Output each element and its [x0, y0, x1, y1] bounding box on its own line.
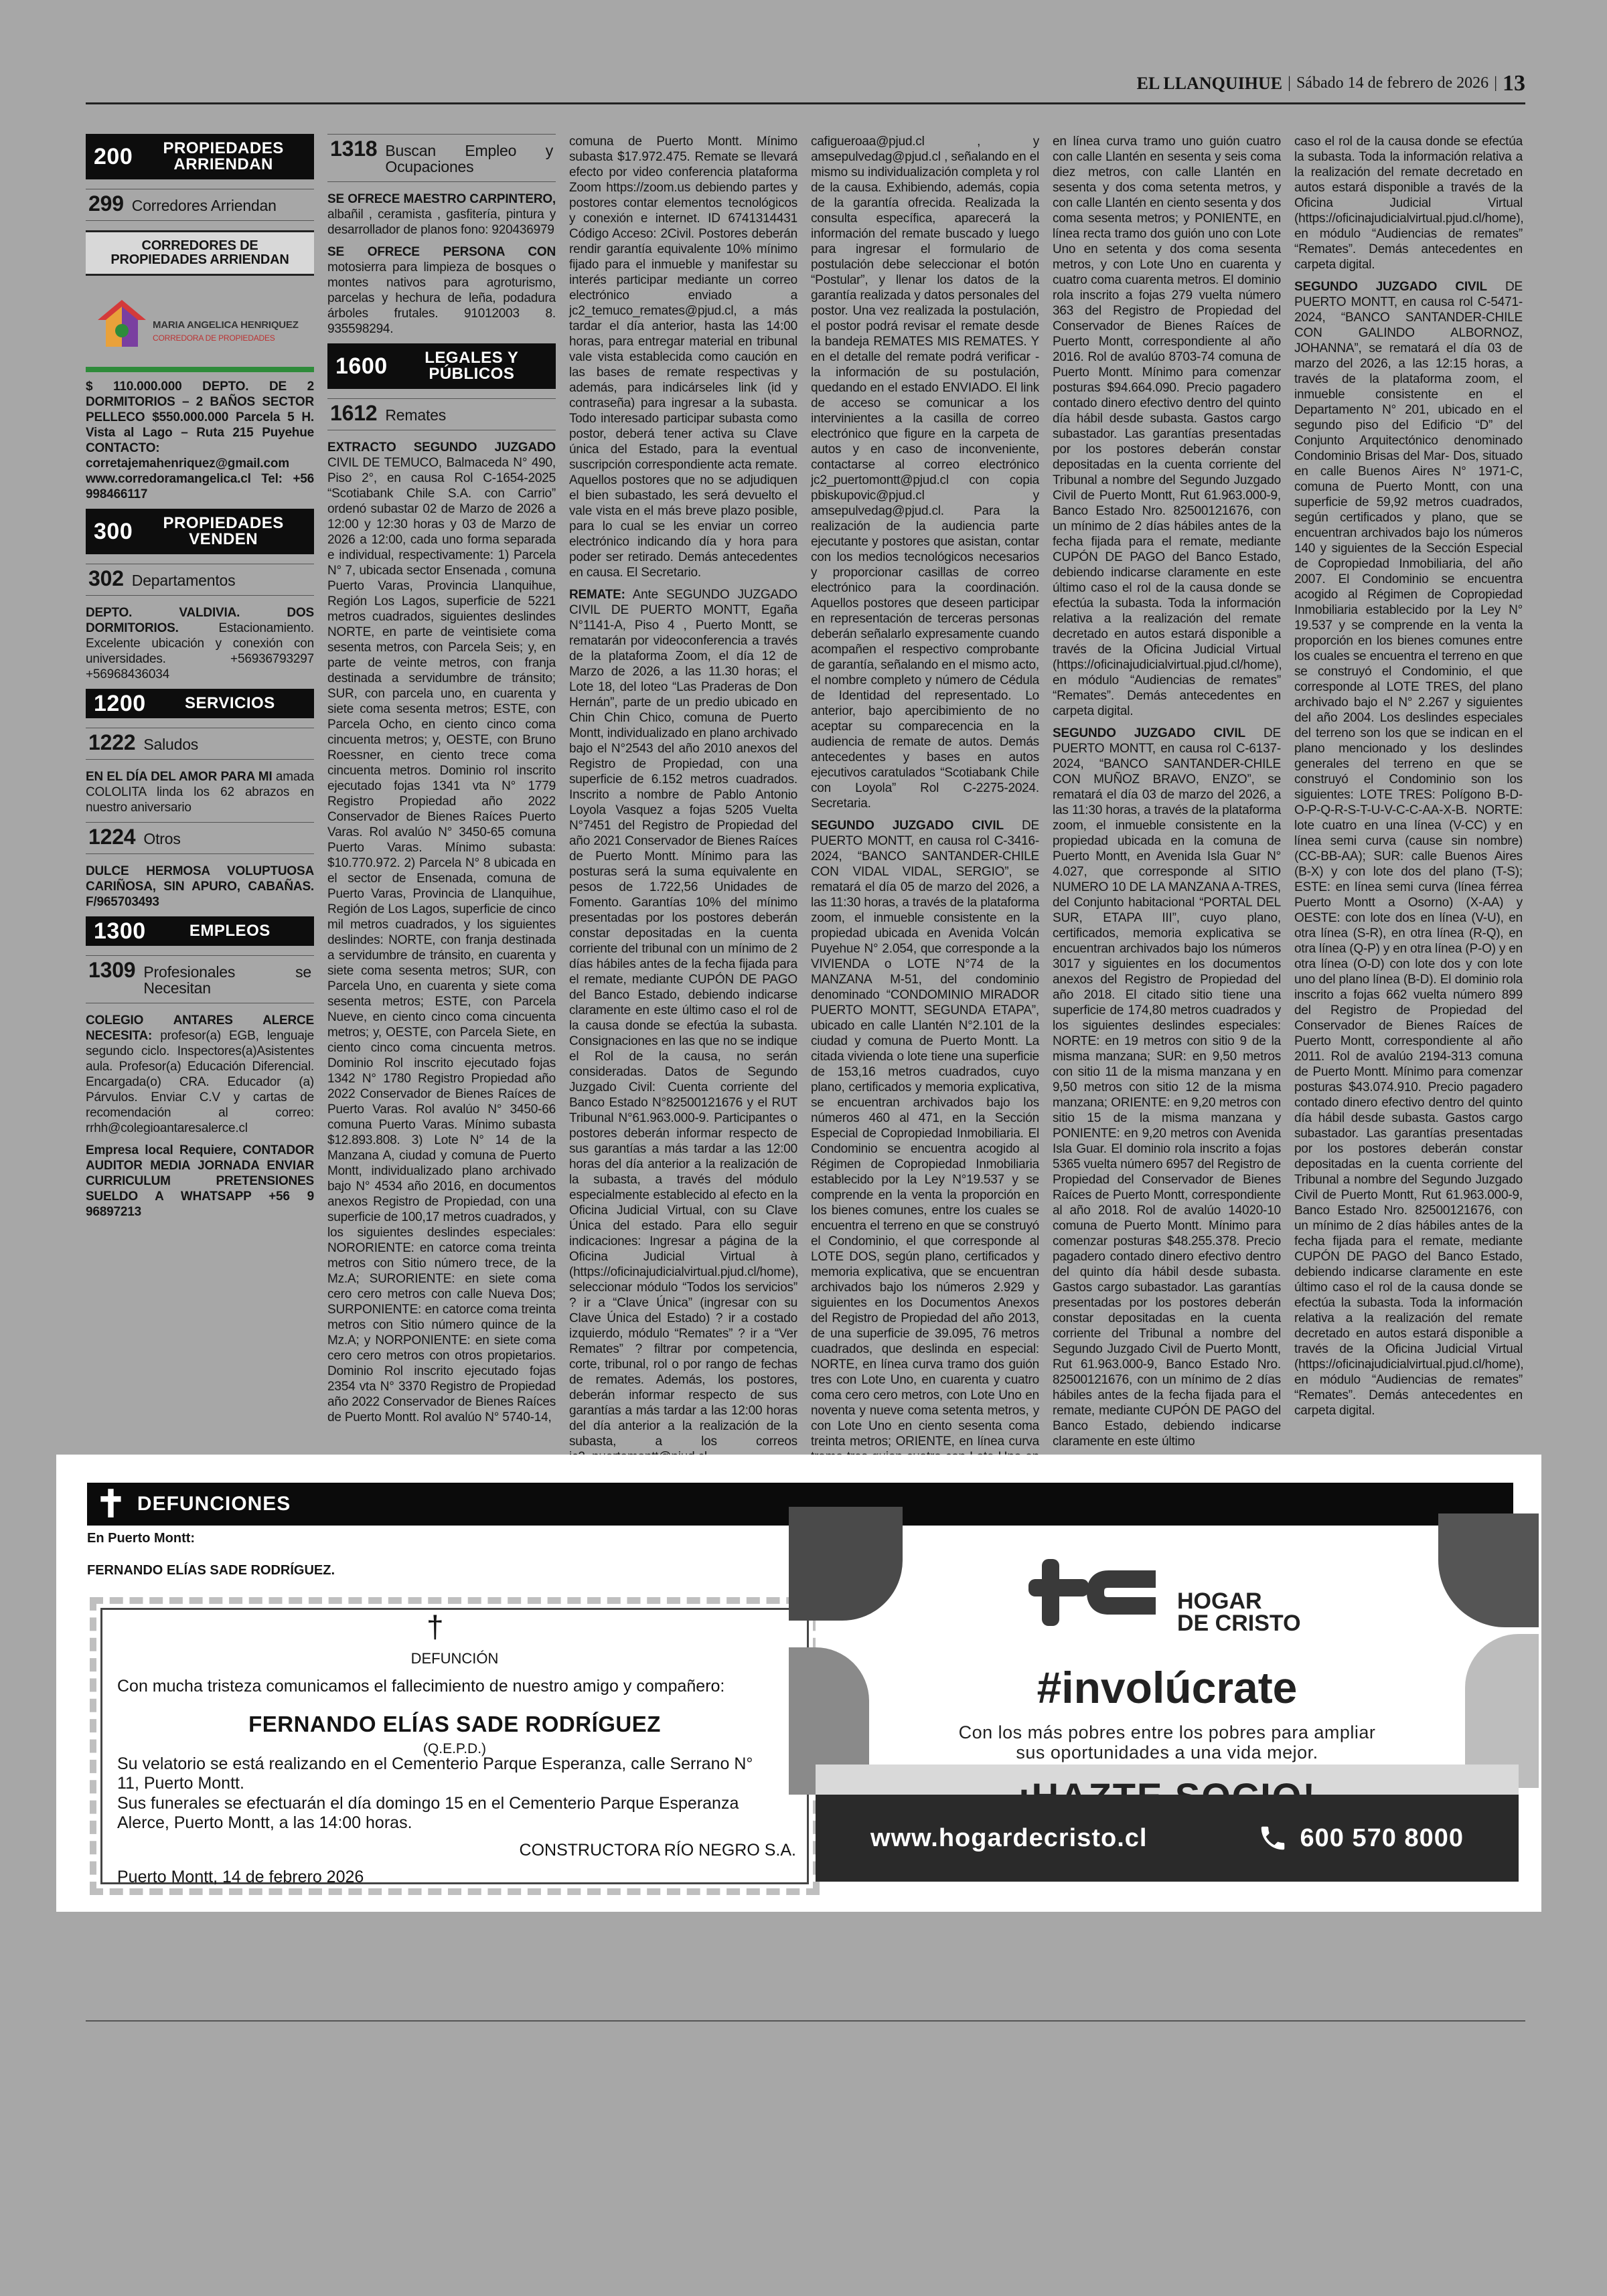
category-label: PROPIEDADES VENDEN [163, 514, 284, 548]
classified-ad [86, 1013, 314, 1136]
ad-brand [1177, 1590, 1301, 1635]
notice-wake-info: Su velatorio se está realizando en el Cementerio Parque Esperanza, calle Serrano N° 11, Puerto Montt. [117, 1754, 753, 1793]
obituaries-title: DEFUNCIONES [137, 1493, 291, 1515]
category-label: EMPLEOS [189, 922, 271, 940]
category-number: 200 [94, 143, 133, 169]
obituaries-section [56, 1455, 1541, 1912]
page-number: 13 [1503, 70, 1525, 96]
subcategory-number: 1318 [330, 137, 378, 161]
corredores-banner: CORREDORES DE PROPIEDADES ARRIENDAN [86, 230, 314, 276]
subcategory-label: Saludos [143, 736, 199, 753]
cross-icon: ✝ [95, 1483, 127, 1525]
ad-url: www.hogardecristo.cl [870, 1823, 1148, 1852]
decorative-shape [1438, 1513, 1539, 1627]
subcategory-number: 1612 [330, 401, 378, 425]
subcategory [86, 955, 314, 1003]
phone-icon [1257, 1823, 1288, 1854]
classified-ad: $ 110.000.000 DEPTO. DE 2 DORMITORIOS – 2 BAÑOS SECTOR PELLECO $550.000.000 Parcela 5 H. Vista al Lago – Ruta 215 Puyehue CONTACTO: corretajemahenriquez@gmail.com www.corredoramangelica.cl Tel: +56 998466117 [86, 380, 314, 501]
page-header [86, 64, 1525, 104]
classified-ad [86, 605, 314, 682]
subcategory-label: Corredores Arriendan [131, 197, 277, 214]
column-5 [1053, 134, 1281, 1466]
classified-ad [327, 244, 556, 337]
obituary-location: En Puerto Montt: [87, 1531, 196, 1546]
legal-notice [1053, 726, 1281, 1449]
subcategory [86, 822, 314, 854]
column-1 [86, 134, 314, 1466]
subcategory [327, 134, 556, 182]
notice-signer: CONSTRUCTORA RÍO NEGRO S.A. [519, 1841, 796, 1860]
notice-body: DE PUERTO MONTT, en causa rol C-3416-2024, “BANCO SANTANDER-CHILE CON VIDAL VIDAL, SERGIO”, se rematará el día 05 de marzo del 2026, a las 11:30 horas, a través de la plataforma zoom, el inmueble consistente en la propiedad ubicada en Avenida Volcán Puyehue N° 2.054, que corresponde a la VIVIENDA o LOTE N°74 de la MANZANA M-51, del condominio denominado “CONDOMINIO MIRADOR PUERTO MONTT, SEGUNDA ETAPA”, ubicado en calle Llantén N°2.101 de la ciudad y comuna de Puerto Montt. La citada vivienda o lote tiene una superficie de 153,16 metros cuadrados, cuyo plano, certificados y memoria explicativa, se encuentran archivados bajo los números 460 al 471, en la Sección Especial de Copropiedad Inmobiliaria. El Condominio se encuentra acogido al Régimen de Copropiedad Inmobiliaria establecido por la Ley N°19.537 y se comprende en la venta la proporción en los bienes comunes, entre los cuales se encuentra el terreno en que se construyó el Condominio, el que corresponde al LOTE DOS, según plano, certificados y memoria explicativa, que se encuentran archivados bajo los números 2.929 y siguientes en los Documentos Anexos del Registro de Propiedad del año 2013, de una superficie de 39.095, 76 metros cuadrados, que deslinda en especial: NORTE, en línea curva tramo dos guión tres con Lote Uno, en cuarenta y cuatro coma cero cero metros, con Lote Uno en noventa y nueve coma setenta metros, y con Lote Uno en ciento sesenta coma treinta metros; ORIENTE, en línea curva [811, 819, 1039, 1449]
notice-headline: SEGUNDO JUZGADO CIVIL [1053, 726, 1245, 740]
classifieds-columns [86, 134, 1525, 1466]
subcategory-label: Departamentos [131, 572, 236, 589]
notice-person: FERNANDO ELÍAS SADE RODRÍGUEZ [248, 1712, 661, 1736]
classified-ad [86, 769, 314, 815]
column-2 [327, 134, 556, 1466]
cross-icon: † [427, 1609, 444, 1644]
legal-notice [811, 818, 1039, 1495]
realtor-name: MARIA ANGELICA HENRIQUEZ [153, 319, 299, 331]
death-notice [90, 1597, 820, 1895]
legal-notice-continued: caso el rol de la causa donde se efectúa la subasta. Toda la información relativa a la realización del remate decretado en autos estará disponible a través de la Oficina Judicial Virtual (https://oficinajudicialvirtual.pjud.cl/home), en módulo “Audiencias de remates” “Remates”. Demás antecedentes en carpeta digital. [1294, 135, 1524, 272]
legal-notice [327, 440, 556, 1425]
subcategory-label: Remates [385, 406, 447, 424]
category-header [86, 689, 314, 718]
decorative-shape [789, 1507, 903, 1621]
subcategory-label: Otros [143, 830, 181, 847]
category-number: 1200 [94, 690, 146, 716]
classified-ad [327, 191, 556, 238]
ad-hashtag: #involúcrate [1037, 1663, 1298, 1712]
category-header [86, 509, 314, 554]
ad-headline: EN EL DÍA DEL AMOR PARA MI [86, 770, 273, 784]
notice-date: Puerto Montt, 14 de febrero 2026 [117, 1868, 364, 1886]
header-separator: | [1494, 74, 1497, 92]
subcategory [327, 398, 556, 430]
notice-heading: DEFUNCIÓN [410, 1650, 499, 1667]
category-number: 1300 [94, 918, 146, 944]
legal-notice [1294, 279, 1523, 1418]
subcategory-number: 1309 [88, 958, 136, 982]
subcategory [86, 564, 314, 596]
realtor-logo [86, 285, 314, 372]
ad-subtitle-line1: Con los más pobres entre los pobres para ampliar [958, 1722, 1376, 1742]
column-6 [1294, 134, 1523, 1466]
header-separator: | [1288, 74, 1291, 92]
page-bottom-rule [86, 2020, 1525, 2022]
notice-funeral-info: Sus funerales se efectuarán el día domingo 15 en el Cementerio Parque Esperanza Alerce, Puerto Montt, a las 14:00 horas. [117, 1794, 739, 1832]
ad-body: Estacionamiento. Excelente ubicación y conexión con universidades. +56936793297 +56968436034 [86, 621, 314, 681]
legal-notice-continued: en línea curva tramo uno guión cuatro con calle Llantén en sesenta y seis coma diez metros, con calle Llantén en sesenta y dos coma setenta metros, y con calle Llantén en ciento sesenta y dos coma sesenta metros; y PONIENTE, en línea recta tramo dos guión uno con Lote Uno en setenta y dos coma sesenta metros, y con Lote Uno en cuarenta y cuatro coma cuarenta metros. El dominio rola inscrito a fojas 279 vuelta número 363 del Registro de Propiedad del Conservador de Bienes Raíces de Puerto Montt, correspondiente al año 2016. Rol de avalúo 8703-74 comuna de Puerto Montt. Mínimo para comenzar posturas $94.664.090. Precio pagadero contado dinero efectivo dentro del quinto día hábil desde subasta. Gastos cargo subastador. Las garantías presentadas por los postores deberán constar depositadas en la cuenta corriente del Tribunal a nombre del Segundo Juzgado Civil de Puerto Montt, Rut 61.963.000-9, Banco Estado Nro. 82500121676, con un mínimo de 2 días hábiles antes de la fecha fijada para el remate, mediante CUPÓN DE PAGO del Banco Estado, debiendo indicarse claramente en este último caso el rol de la causa donde se efectúa la subasta. Toda la información relativa a la realización del remate decretado en autos estará disponible a través de la Oficina Judicial Virtual (https://oficinajudicialvirtual.pjud.cl/home), en módulo “Audiencias de remates” “Remates”. Demás antecedentes en carpeta digital. [1053, 135, 1282, 718]
classified-ad: DULCE HERMOSA VOLUPTUOSA CARIÑOSA, SIN APURO, CABAÑAS. F/965703493 [86, 864, 314, 909]
notice-headline: REMATE: [569, 588, 625, 602]
ad-body: albañil , ceramista , gasfitería, pintura y desarrollador de planos fono: 920436979 [327, 208, 556, 237]
category-header [86, 916, 314, 946]
subcategory-number: 299 [88, 191, 124, 216]
ad-phone-group [1257, 1823, 1464, 1854]
obituary-deceased-name: FERNANDO ELÍAS SADE RODRÍGUEZ. [87, 1563, 335, 1578]
subcategory-number: 1222 [88, 730, 136, 754]
notice-body: CIVIL DE TEMUCO, Balmaceda N° 490, Piso 2°, en causa Rol C-1654-2025 “Scotiabank Chile S.A. con Carrio” ordenó subastar 02 de Marzo de 2026 a 12:00 y 12:30 horas y 03 de Marzo de 2026 a 12:00, cada uno forma separada e individual, respectivamente: 1) Parcela N° 7, ubicada sector Ensenada , comuna Puerto Varas, Provincia Llanquihue, Región Los Lagos, superficie de 5221 metros cuadrados, siguientes deslindes NORTE, en parte de veintisiete coma sesenta metros, con Parcela Seis; y, en parte de veinte metros, con franja destinada a servidumbre de tránsito; SUR, con parcela uno, en cuarenta y siete coma sesenta metros; ESTE, con Parcela Ocho, en ciento cinco coma cincuenta metros; y, OESTE, con Bruno Roessner, en ciento trece coma cincuenta metros. Dominio rol inscrito ejecutado fojas 1341 vta N° 1779 Registro Propiedad año 2022 Conservador de Bienes Raíces Puerto Varas. Rol avalúo N° 3450-65 comuna Puerto Varas. Mínimo subasta: $10.770.972. 2) Parcela N° 8 ubicada en el sector de Ensenada, comuna de Puerto Varas, Provincia de Llanquihue, Región de Los Lagos, superficie de cinco mil metros cuadrados, y los siguientes deslindes: NORTE, con franja destinada a servidumbre de tránsito, en cuarenta y siete coma sesenta metros; SUR, con Parcela Uno, en cuarenta y siete coma sesenta metros; ESTE, con Parcela Nueve, en ciento cinco coma cincuenta metros; y, OESTE, con Parcela Siete, en ciento cinco coma cincuenta metros. Dominio Rol inscrito ejecutado fojas 1342 N° 1780 Registro Propiedad año 2022 Conservador de Bienes Raíces de Puerto Varas. Rol avalúo N° 3450-66 comuna Puerto Varas. Mínimo subasta $12.893.808. 3) Lote N° 14 de la Manzana A, ciudad y comuna de Puerto Montt, individualizado plano archivado bajo N° 4534 año 2016, en documentos anexos Registro de Propiedad, con una superficie de 100,17 metros cuadrados, y los siguientes deslindes especiales: NORORIENTE: en catorce coma treinta metros con Sitio número trece, de la Mz.A; SURORIENTE: en siete coma cero cero metros con calle Nueva Dos; SURPONIENTE: en catorce coma treinta metros con Sitio número quince de la Mz.A; y NORPONIENTE: en siete coma cero cero metros con otros propietarios. Dominio Rol inscrito ejecutado fojas 2354 vta N° 3370 Registro de Propiedad año 2022 Conservador de Bienes Raíces de Puerto Montt. Rol avalúo N° 5740-14, [327, 456, 556, 1424]
notice-body: Ante SEGUNDO JUZGADO CIVIL DE PUERTO MONTT, Egaña N°1141-A, Piso 4 , Puerto Montt, se rematarán por videoconferencia a través de la plataforma Zoom, el día 12 de Marzo de 2026, a las 11.30 horas; el Lote 18, del loteo “Las Praderas de Don Hernán”, parte de un predio ubicado en Chin Chin Chico, comuna de Puerto Montt, individualizado en plano archivado bajo el N°2543 del año 2010 anexos del Registro de Propiedad, con una superficie de 6.152 metros cuadrados. Inscrito a nombre de Pablo Antonio Loyola Vasquez a fojas 5205 Vuelta N°7451 del Registro de Propiedad del año 2021 Conservador de Bienes Raíces de Puerto Montt. Mínimo para las posturas será la suma equivalente en pesos de 1.722,56 Unidades de Fomento. Garantías 10% del mínimo presentadas por los postores deberán constar depositadas en la cuenta corriente del tribunal con un mínimo de 2 días hábiles antes de la fecha fijada para el remate, mediante CUPÓN DE PAGO del Banco Estado, debiendo indicarse claramente en este último caso el rol de la causa donde se efectúa la subasta. Consignaciones en las que no se indique el Rol de la causa, no serán consideradas. Datos de Segundo Juzgado Civil: Cuenta corriente del Banco Estado N°82500121676 y el RUT Tribunal N°61.963.000-9. Participantes o postores deberán informar respecto de sus garantías a más tardar a las 12:00 horas del día anterior a la realización de la subasta, a través del módulo especialmente establecido al efecto en la Oficina Judicial Virtual, con su Clave Única del estado. Para ello seguir indicaciones: Ingresar a página de la Oficina Judicial Virtual à (https://oficinajudicialvirtual.pjud.cl/home), seleccionar módulo “Todos los servicios” ? ir a “Clave Única” (ingresar con su Clave Única del Estado) ? ir a costado izquierdo, módulo “Remates” ? ir a “Ver Remates” ? filtrar por competencia, corte, tribunal, rol o por rango de fechas de remates. Además, los postores, deberán informar respecto de sus garantías a más tardar a las 12:00 horas del día anterior a la realización de la subasta, a los correos [569, 588, 799, 1449]
ad-body: motosierra para limpieza de bosques o montes nativos para agroturismo, parcelas y hechura de leña, podadura árboles frutales. 91012003 8. 935598294. [327, 260, 556, 336]
notice-qepd: (Q.E.P.D.) [423, 1741, 487, 1756]
ad-body: profesor(a) EGB, lenguaje segundo ciclo. Inspectores(a)Asistentes aula. Profesor(a) Educación Diferencial. Encargada(o) CRA. Educador (a) Párvulos. Enviar C.V y cartas de recomendación al correo: rrhh@colegioantaresalerce.cl [86, 1029, 314, 1135]
ad-headline: DEPTO. VALDIVIA. DOS DORMITORIOS. [86, 606, 314, 635]
category-label: SERVICIOS [184, 694, 275, 712]
hogar-de-cristo-ad [816, 1534, 1519, 1882]
ad-headline: SE OFRECE PERSONA CON [327, 245, 556, 259]
ad-top-area [816, 1534, 1519, 1775]
subcategory-number: 302 [88, 566, 124, 590]
notice-headline: EXTRACTO SEGUNDO JUZGADO [327, 440, 556, 455]
subcategory [86, 189, 314, 221]
ad-headline: COLEGIO ANTARES ALERCE NECESITA: [86, 1013, 314, 1043]
category-header [327, 343, 556, 389]
category-label: LEGALES Y PÚBLICOS [425, 349, 519, 383]
header-date: Sábado 14 de febrero de 2026 [1296, 74, 1489, 92]
ad-brand-line2: DE CRISTO [1177, 1611, 1301, 1636]
ad-contact-bar [816, 1795, 1519, 1882]
subcategory-label: Profesionales se Necesitan [143, 963, 311, 997]
subcategory [86, 728, 314, 760]
house-logo-icon [95, 297, 149, 351]
column-4 [811, 134, 1039, 1466]
death-notice-frame [100, 1608, 809, 1884]
newspaper-name: EL LLANQUIHUE [1136, 73, 1283, 93]
notice-headline: SEGUNDO JUZGADO CIVIL [811, 819, 1004, 833]
notice-intro: Con mucha tristeza comunicamos el fallecimiento de nuestro amigo y compañero: [117, 1677, 725, 1696]
hogar-de-cristo-logo-icon [1028, 1552, 1162, 1633]
ad-phone: 600 570 8000 [1300, 1823, 1464, 1852]
legal-notice-continued: cafigueroaa@pjud.cl , y amsepulvedag@pjud.cl , señalando en el mismo su individualización completa y rol de la causa. Exhibiendo, además, copia de la garantía ofrecida. Realizada la consulta específica, aparecerá la información del remate buscado y luego para ingresar el formulario de postulación debe seleccionar el botón “Postular”, y llenar los datos de la garantía realizada y datos personales del postor. Una vez realizada la postulación, el postor podrá revisar el remate desde la bandeja REMATES MIS REMATES. Y en el detalle del remate podrá verificar - la información de su postulación, quedando en el estado ENVIADO. El link de acceso se comunicar a los intervinientes a la casilla de correo electrónico que figure en la carpeta de autos y en caso de inconveniente, contactarse al correo electrónico jc2_puertomontt@pjud.cl con copia pbiskupovic@pjud.cl y amsepulvedag@pjud.cl. Para la realización de la audiencia parte ejecutante y postores que asistan, contar con los medios tecnológicos necesarios y proporcionar casillas de correo electrónico para la coordinación. Aquellos postores que deseen participar en representación de terceras personas deberán señalarlo expresamente cuando acompañen el respectivo comprobante de garantía, señalando en el mismo acto, el nombre completo y número de Cédula de Identidad del representado. Lo anterior, bajo apercibimiento de no aceptar su comparecencia en la audiencia de remate de autos. Demás antecedentes y bases en autos ejecutivos caratulados “Scotiabank Chile con Loyola” Rol C-2275-2024. Secretaria. [811, 135, 1039, 811]
ad-brand-line1: HOGAR [1177, 1588, 1262, 1614]
legal-notice [569, 587, 797, 1480]
realtor-subtitle: CORREDORA DE PROPIEDADES [153, 333, 275, 343]
ad-headline: SE OFRECE MAESTRO CARPINTERO, [327, 192, 556, 206]
column-3 [569, 134, 797, 1466]
ad-subtitle [816, 1722, 1519, 1762]
legal-notice-continued: comuna de Puerto Montt. Mínimo subasta $17.972.475. Remate se llevará efecto por video conferencia plataforma Zoom https://zoom.us debiendo partes y postores contar elementos tecnológicos y conexión e internet. ID 6741314431 Código Acceso: 2Civil. Postores deberán rendir garantía equivalente 10% mínimo fijado para el inmueble y manifestar su interés participar mediante un correo electrónico enviado a jc2_temuco_remates@pjud.cl, a más tardar el día anterior, hasta las 14:00 horas, para entregar material en tribunal vale vista establecida como caución en las bases de remate respectivas y además, para indicárseles link (id y contraseña) para ingresar a la subasta. Todo interesado participar subasta como postor, deberá tener activa su Clave única del Estado, para la eventual suscripción correspondiente acta remate. Aquellos postores que no se adjudiquen el bien subastado, les será devuelto el vale vista en el más breve plazo posible, para lo cual se les enviar un correo electrónico indicando día y hora para poder ser retirado. Demás antecedentes en causa. El Secretario. [569, 135, 797, 580]
subcategory-label: Buscan Empleo y Ocupaciones [385, 142, 553, 175]
category-number: 1600 [335, 353, 388, 379]
classified-ad: Empresa local Requiere, CONTADOR AUDITOR MEDIA JORNADA ENVIAR CURRICULUM PRETENSIONES SUELDO A WHATSAPP +56 9 96897213 [86, 1143, 314, 1219]
notice-headline: SEGUNDO JUZGADO CIVIL [1294, 280, 1487, 294]
category-header [86, 134, 314, 179]
ad-subtitle-line2: sus oportunidades a una vida mejor. [1016, 1742, 1318, 1762]
category-label: PROPIEDADES ARRIENDAN [163, 139, 284, 173]
subcategory-number: 1224 [88, 825, 136, 849]
ad-body: amada COLOLITA linda los 62 abrazos en nuestro aniversario [86, 770, 314, 815]
category-number: 300 [94, 518, 133, 544]
notice-body: DE PUERTO MONTT, en causa rol C-5471-2024, “BANCO SANTANDER-CHILE CON GALINDO ALBORNOZ, JOHANNA”, se rematará el día 03 de marzo del 2026, a las 12:15 horas, a través de la plataforma zoom, el inmueble consistente en el Departamento N° 201, ubicado en el segundo piso del Edificio “D” del Conjunto Arquitectónico denominado Condominio Brisas del Mar- Dos, situado en calle Buenos Aires N° 1971-C, comuna de Puerto Montt, con una superficie de 59,92 metros cuadrados, según certificados y plano, que se encuentran archivados bajo los números 140 y siguientes de la Sección Especial de Copropiedad Inmobiliaria, del año 2007. El Condominio se encuentra acogido al Régimen de Copropiedad Inmobiliaria establecido por la Ley N° 19.537 y se comprende en la venta la proporción en los bienes comunes entre los cuales se encuentra el terreno en que se construyó el Condominio, el que corresponde al LOTE TRES, del plano archivado bajo el N° 2.267 y siguientes del año 2004. Los deslindes especiales del terreno son los que se indican en el plano mencionado y los deslindes generales del terreno en que se construyó el Condominio son los siguientes: LOTE TRES: Polígono B-D-O-P-Q-R-S-T-U-V-C-C-AA-X-B. NORTE: lote cuatro en una línea (V-CC) y en línea semi curva (cause sin nombre) (CC-BB-AA); SUR: calle Buenos Aires (B-X) y con lote dos del plano (T-S); ESTE: en línea semi curva (línea férrea Puerto Montt a Osorno) (X-AA) y OESTE: con lote dos en línea (V-U), en otra línea (S-R), en otra línea (R-Q), en otra línea (Q-P) y en otra línea (P-O) y en otra línea (O-D) con lote dos y con lote uno del plano línea (B-D). El dominio rola inscrito a fojas 662 vuelta número 899 del Registro de Propiedad del Conservador de Bienes Raíces de Puerto Montt, correspondiente al año 2011. Rol de avalúo 2194-313 comuna de Puerto Montt. Mínimo para comenzar posturas $43.074.910. Precio pagadero contado dinero efectivo dentro del quinto día hábil desde subasta. Gastos cargo subastador. Las garantías presentadas por los postores deberán constar depositadas en la cuenta corriente del Tribunal a nombre del Segundo Juzgado Civil de Puerto Montt, Rut 61.963.000-9, Banco Estado Nro. 82500121676, con un mínimo de 2 días hábiles antes de la fecha fijada para el remate, mediante CUPÓN DE PAGO del Banco Estado, debiendo indicarse claramente en este último caso el rol de la causa donde se efectúa la subasta. Toda la información relativa a la realización del remate decretado en autos estará disponible a través de la Oficina Judicial Virtual (https://oficinajudicialvirtual.pjud.cl/home), en módulo “Audiencias de remates” “Remates”. Demás antecedentes en carpeta digital. [1294, 280, 1524, 1418]
notice-body: DE PUERTO MONTT, en causa rol C-6137-2024, “BANCO SANTANDER-CHILE CON MUÑOZ BRAVO, ENZO”, se rematará el día 03 de marzo del 2026, a las 11:30 horas, a través de la plataforma zoom, el inmueble consistente en la propiedad ubicada en la comuna de Puerto Montt, en Avenida Isla Guar N° 4.027, que corresponde al SITIO NUMERO 10 DE LA MANZANA A-TRES, del Conjunto habitacional “PORTAL DEL SUR, ETAPA III”, cuyo plano, certificados, memoria explicativa se encuentran archivados bajo los números 3017 y siguientes en los documentos anexos del Registro de Propiedad del año 2018. El citado sitio tiene una superficie de 174,80 metros cuadrados y los siguientes deslindes especiales: NORTE: en 19 metros con sitio 9 de la misma manzana; SUR: en 9,50 metros con sitio 11 de la misma manzana y en 9,50 metros con sitio 12 de la misma manzana; ORIENTE: en 9,20 metros con sitio 15 de la misma manzana y PONIENTE: en 9,20 metros con Avenida Isla Guar. El dominio rola inscrito a fojas 5365 vuelta número 6957 del Registro de Propiedad del Conservador de Bienes Raíces de Puerto Montt, correspondiente al año 2018. Rol de avalúo 14020-10 comuna de Puerto Montt. Mínimo para comenzar posturas $48.255.378. Precio pagadero contado dinero efectivo dentro del quinto día hábil desde subasta. Gastos cargo subastador. Las garantías presentadas por los postores deberán constar depositadas en la cuenta corriente del Tribunal a nombre del Segundo Juzgado Civil de Puerto Montt, Rut 61.963.000-9, Banco Estado Nro. 82500121676, con un mínimo de 2 días hábiles antes de la fecha fijada para el remate, mediante CUPÓN DE PAGO del Banco Estado, debiendo indicarse claramente en este último [1053, 726, 1281, 1449]
